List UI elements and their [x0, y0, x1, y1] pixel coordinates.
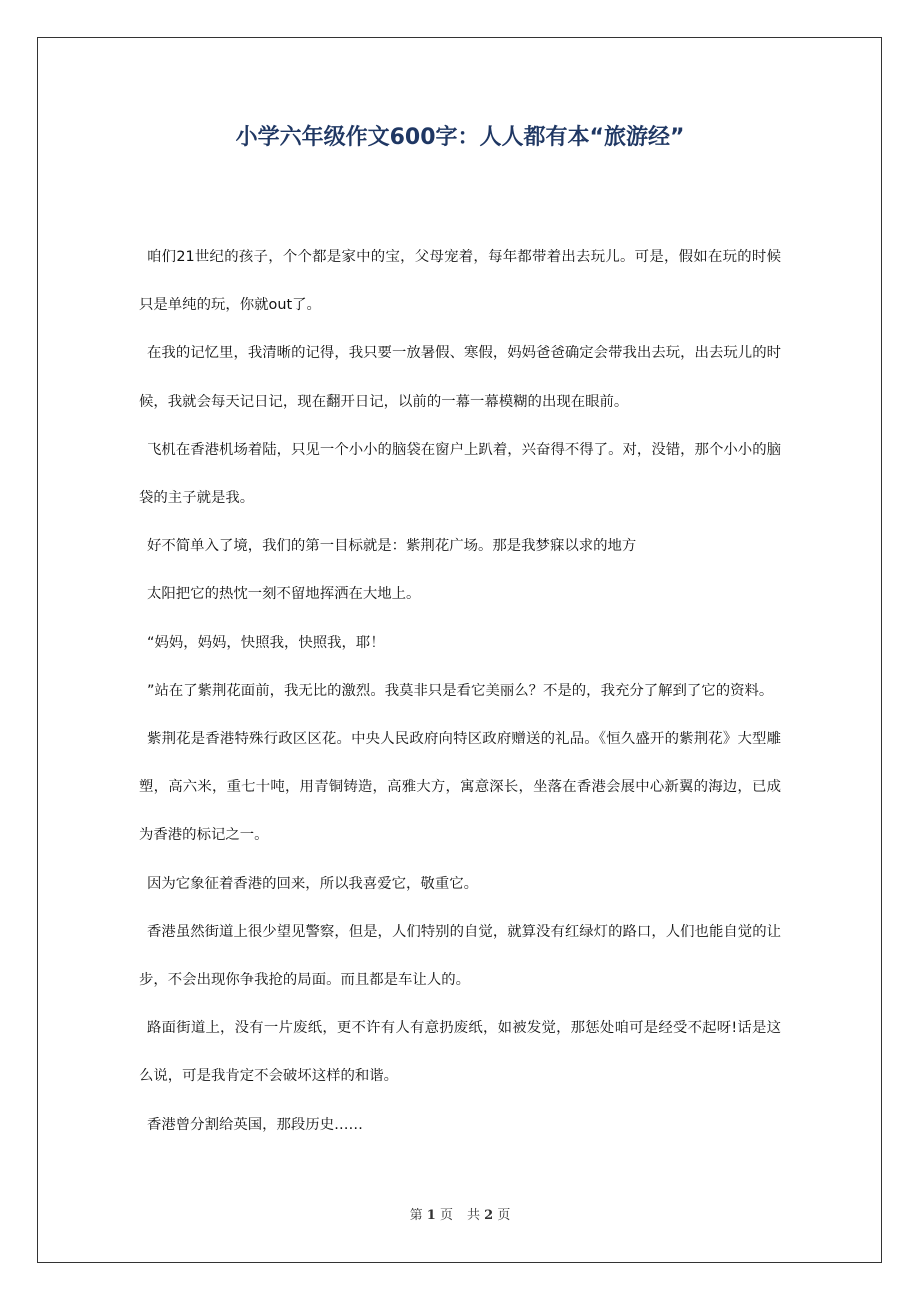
paragraph-4: 好不简单入了境，我们的第一目标就是：紫荆花广场。那是我梦寐以求的地方 [147, 538, 637, 555]
document-body [139, 233, 781, 1149]
paragraph-10: 香港虽然街道上很少望见警察，但是，人们特别的自觉，就算没有红绿灯的路口，人们也能自觉的让步，不会出现你争我抢的局面。而且都是车让人的。 [139, 923, 781, 989]
paragraph-9: 因为它象征着香港的回来，所以我喜爱它，敬重它。 [147, 875, 478, 892]
total-prefix: 共 [467, 1208, 481, 1223]
paragraph-6: “妈妈，妈妈，快照我，快照我，耶！ [147, 634, 385, 651]
page-current: 1 [426, 1208, 436, 1223]
paragraph-3: 飞机在香港机场着陆，只见一个小小的脑袋在窗户上趴着，兴奋得不得了。对，没错，那个小小的脑袋的主子就是我。 [139, 441, 781, 507]
total-unit: 页 [497, 1208, 511, 1223]
document-title: 小学六年级作文600字：人人都有本“旅游经” [235, 125, 685, 150]
page-total: 2 [484, 1208, 494, 1223]
paragraph-11: 路面街道上，没有一片废纸，更不许有人有意扔废纸，如被发觉，那惩处咱可是经受不起呀!话是这么说，可是我肯定不会破坏这样的和谐。 [139, 1020, 781, 1085]
paragraph-7: ”站在了紫荆花面前，我无比的激烈。我莫非只是看它美丽么？不是的，我充分了解到了它的资料。 [147, 682, 774, 699]
paragraph-1: 咱们21世纪的孩子，个个都是家中的宝，父母宠着，每年都带着出去玩儿。可是，假如在玩的时候只是单纯的玩，你就out了。 [139, 249, 781, 314]
page-prefix: 第 [409, 1208, 423, 1223]
paragraph-8: 紫荆花是香港特殊行政区区花。中央人民政府向特区政府赠送的礼品。《恒久盛开的紫荆花》大型雕塑，高六米，重七十吨，用青铜铸造，高雅大方，寓意深长，坐落在香港会展中心新翼的海边，已成为香港的标记之一。 [139, 731, 781, 844]
paragraph-2: 在我的记忆里，我清晰的记得，我只要一放暑假、寒假，妈妈爸爸确定会带我出去玩，出去玩儿的时候，我就会每天记日记，现在翻开日记，以前的一幕一幕模糊的出现在眼前。 [139, 345, 781, 410]
page-unit: 页 [439, 1208, 453, 1223]
page-number-footer [0, 1204, 920, 1228]
paragraph-5: 太阳把它的热忱一刻不留地挥洒在大地上。 [147, 586, 421, 603]
paragraph-12: 香港曾分割给英国，那段历史…… [147, 1116, 363, 1133]
